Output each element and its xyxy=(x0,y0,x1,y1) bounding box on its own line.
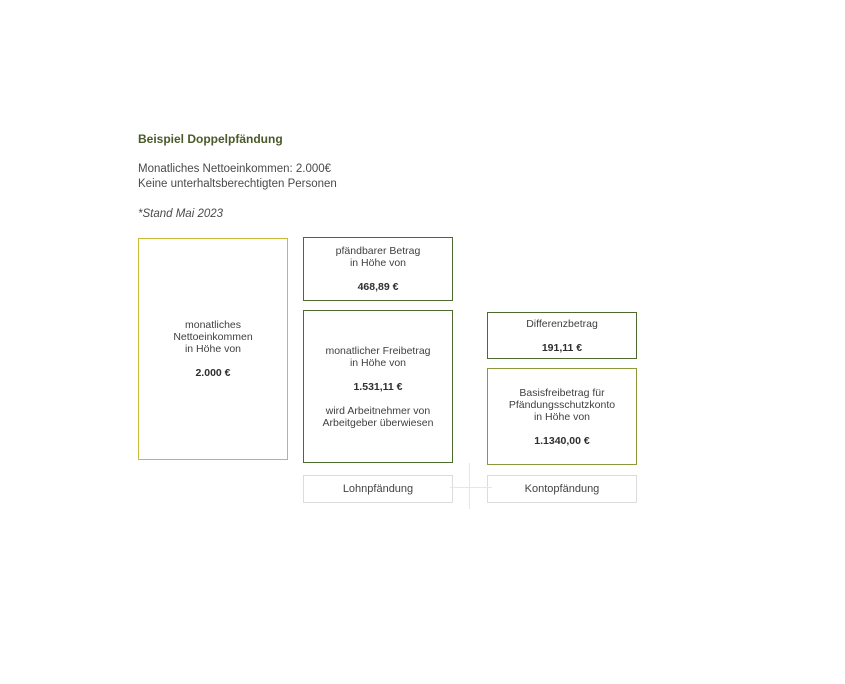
account-garnishment-label xyxy=(487,475,637,503)
seizable-value: 468,89 € xyxy=(357,281,399,293)
net-income-value: 2.000 € xyxy=(195,367,231,379)
dependents-info: Keine unterhaltsberechtigten Personen xyxy=(138,178,337,190)
account-garnishment-text: Kontopfändung xyxy=(524,483,600,495)
allowance-note-1: wird Arbeitnehmer von xyxy=(325,404,431,417)
seizable-amount-box xyxy=(303,237,453,301)
base-label-1: Basisfreibetrag für xyxy=(519,386,605,399)
allowance-note-2: Arbeitgeber überwiesen xyxy=(322,416,434,429)
base-allowance-box xyxy=(487,368,637,465)
separator-vertical xyxy=(469,463,470,509)
allowance-label-2: in Höhe von xyxy=(349,356,407,369)
base-label-3: in Höhe von xyxy=(533,410,591,423)
net-income-label-1: monatliches xyxy=(184,319,242,331)
base-label-2: Pfändungsschutzkonto xyxy=(508,398,616,411)
wage-garnishment-label xyxy=(303,475,453,503)
net-income-label-2: Nettoeinkommen xyxy=(173,331,253,343)
seizable-label-2: in Höhe von xyxy=(349,257,407,269)
seizable-label-1: pfändbarer Betrag xyxy=(335,245,421,257)
allowance-value: 1.531,11 € xyxy=(353,380,403,393)
difference-label: Differenzbetrag xyxy=(526,317,598,330)
wage-garnishment-text: Lohnpfändung xyxy=(342,483,414,495)
net-income-label-3: in Höhe von xyxy=(184,343,242,355)
monthly-allowance-box xyxy=(303,310,453,463)
difference-value: 191,11 € xyxy=(541,341,583,354)
base-value: 1.1340,00 € xyxy=(534,434,590,447)
difference-amount-box xyxy=(487,312,637,359)
net-income-box xyxy=(138,238,288,460)
diagram-title: Beispiel Doppelpfändung xyxy=(138,132,283,146)
income-info: Monatliches Nettoeinkommen: 2.000€ xyxy=(138,163,332,175)
allowance-label-1: monatlicher Freibetrag xyxy=(325,344,431,357)
separator-horizontal xyxy=(450,487,492,488)
stand-date: *Stand Mai 2023 xyxy=(138,208,224,220)
